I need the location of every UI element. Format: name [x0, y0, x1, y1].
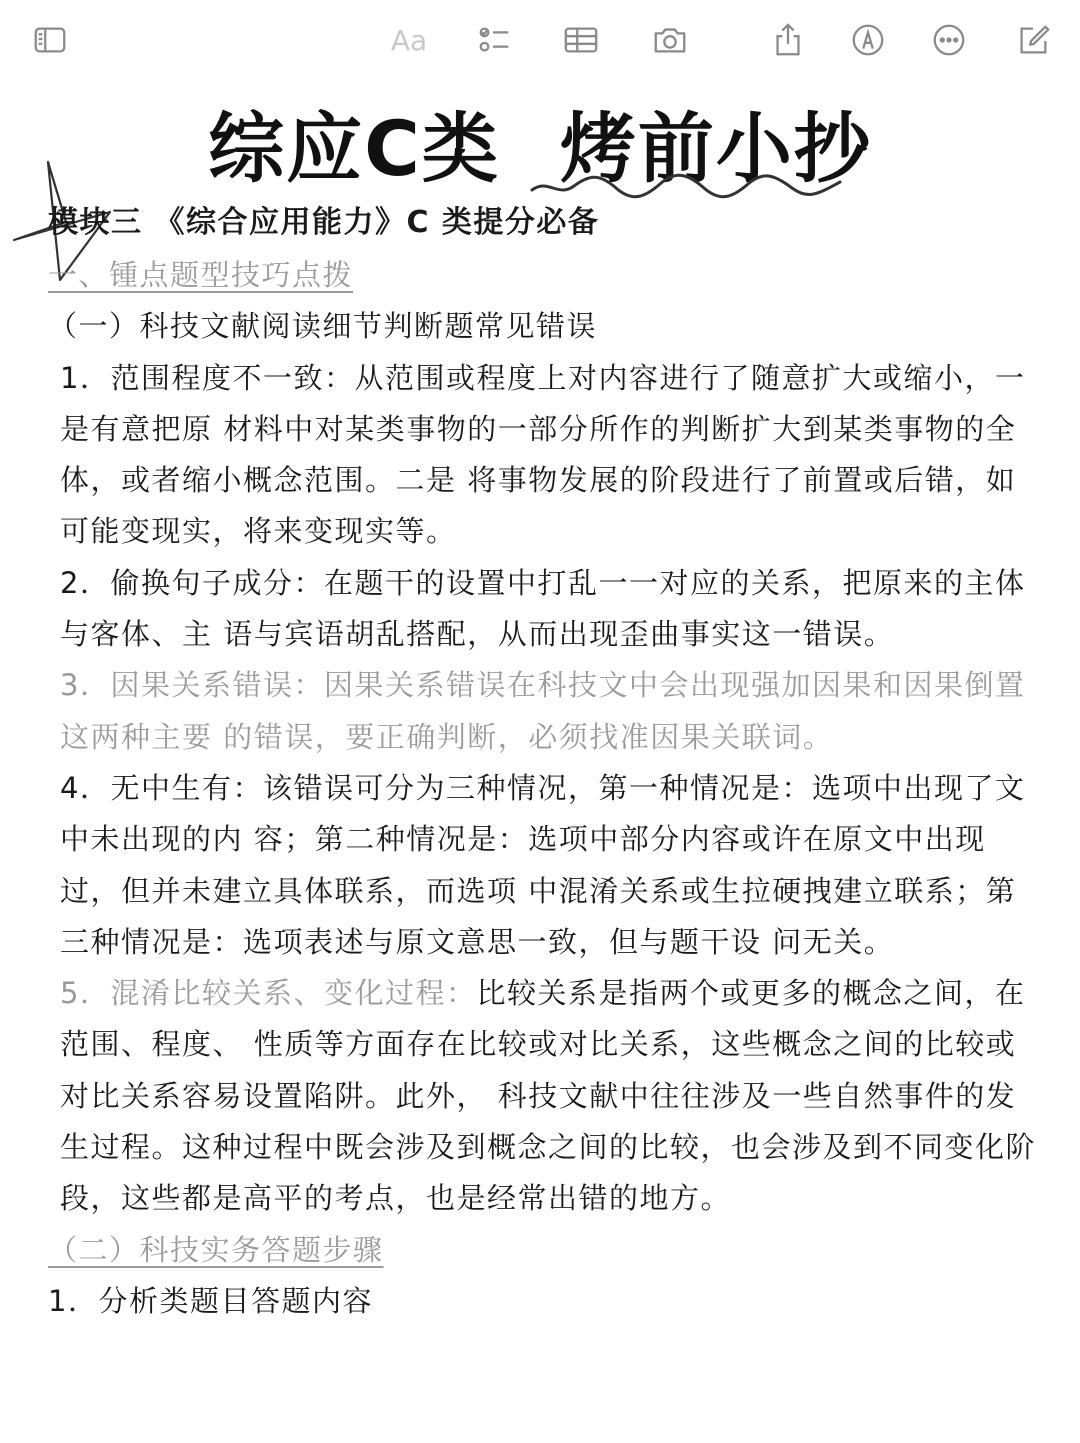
paragraph-item-4: 4．无中生有：该错误可分为三种情况，第一种情况是：选项中出现了文中未出现的内 容；第二种情况是：选项中部分内容或许在原文中出现过，但并未建立具体联系，而选项 中混淆关系或生拉硬拽建立联系；第三种情况是：选项表述与原文意思一致，但与题干设 问无关。 — [60, 770, 1026, 959]
item-5-label: 5．混淆比较关系、变化过程： — [60, 976, 477, 1011]
item-5-text: 比较关系是指两个或更多的概念之间，在范围、程度、 性质等方面存在比较或对比关系，这些概念之间的比较或对比关系容易设置陷阱。此外， 科技文献中往往涉及一些自然事件的发生过程。这种过程中既会涉及到概念之间的比较，也会涉及到不同变化阶段，这些都是高平的考点，也是经常出错的地方。 — [60, 976, 1037, 1216]
paragraph-item-1: 1．范围程度不一致：从范围或程度上对内容进行了随意扩大或缩小，一是有意把原 材料中对某类事物的一部分所作的判断扩大到某类事物的全体，或者缩小概念范围。二是 将事物发展的阶段进行了前置或后错，如可能变现实，将来变现实等。 — [60, 360, 1026, 549]
markup-pen-icon[interactable] — [846, 18, 890, 62]
notes-toolbar — [0, 0, 1080, 82]
camera-icon[interactable] — [648, 18, 692, 62]
subsection-heading-1: （一）科技文献阅读细节判断题常见错误 — [48, 309, 598, 344]
sidebar-icon[interactable] — [28, 18, 72, 62]
paragraph-item-5 — [48, 968, 1038, 1224]
paragraph-item-3: 3．因果关系错误：因果关系错误在科技文中会出现强加因果和因果倒置这两种主要 的错误，要正确判断，必须找准因果关联词。 — [60, 668, 1026, 754]
paragraph-sub2-item-1: 1．分析类题目答题内容 — [48, 1283, 373, 1318]
table-icon[interactable] — [559, 18, 603, 62]
subsection-heading-2: （二）科技实务答题步骤 — [48, 1232, 384, 1267]
paragraph-item-2: 2．偷换句子成分：在题干的设置中打乱一一对应的关系，把原来的主体与客体、主 语与宾语胡乱搭配，从而出现歪曲事实这一错误。 — [60, 565, 1026, 652]
more-icon[interactable] — [927, 18, 971, 62]
title-left: 综应C类 — [208, 104, 500, 193]
text-format-icon[interactable]: Aa — [390, 23, 428, 57]
compose-icon[interactable] — [1011, 18, 1055, 62]
note-body[interactable] — [48, 196, 1038, 1327]
section-heading-1: 一、锺点题型技巧点拨 — [48, 258, 354, 292]
title-right: 烤前小抄 — [559, 104, 872, 193]
module-heading: 模块三 《综合应用能力》C 类提分必备 — [48, 205, 600, 240]
share-icon[interactable] — [766, 18, 810, 62]
checklist-icon[interactable] — [472, 18, 516, 62]
